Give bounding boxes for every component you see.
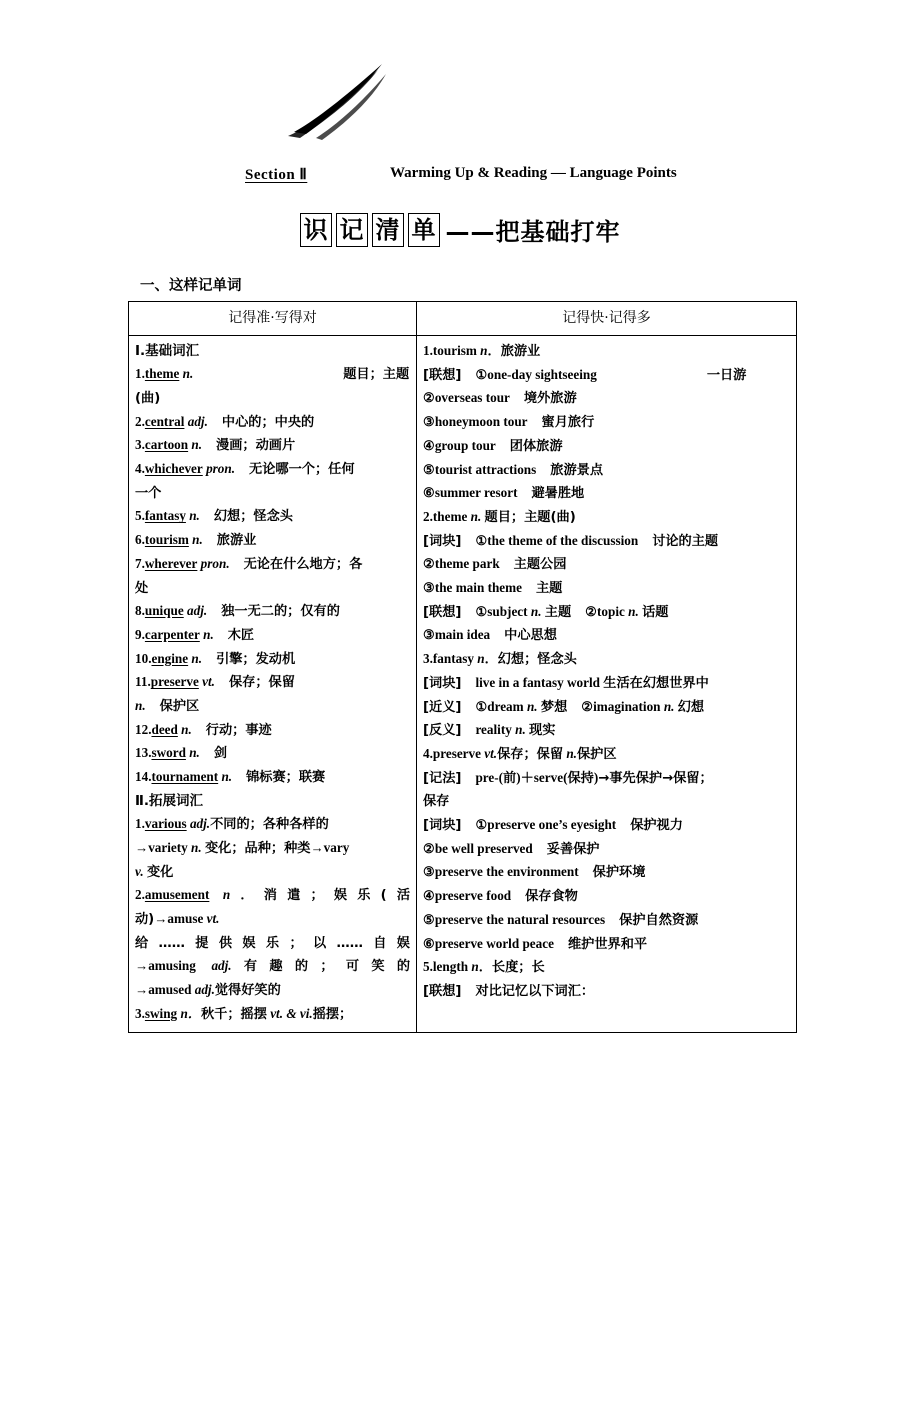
- right-entry-1: [联想] ①one-day sightseeing 一日游: [423, 366, 747, 383]
- vocab-entry-5: 5.fantasy n. 幻想；怪念头: [135, 508, 293, 525]
- vocab-entry-4: 4.whichever pron. 无论哪一个；任何: [135, 461, 355, 478]
- document-page: [0, 120, 920, 1422]
- column-header-right: 记得快·记得多: [417, 302, 797, 336]
- banner-char-2: 记: [336, 213, 368, 247]
- ext-entry-2-cont2: 给……提供娱乐；以……自娱: [135, 935, 410, 951]
- right-entry-10: ③the main theme 主题: [423, 580, 563, 597]
- ext-entry-2: 2.amusement n．消遣；娱乐(活: [135, 887, 411, 904]
- vocab-entry-12: 12.deed n. 行动；事迹: [135, 721, 272, 738]
- right-entry-9: ②theme park 主题公园: [423, 556, 567, 573]
- right-entry-6: ⑥summer resort 避暑胜地: [423, 485, 585, 502]
- banner-tail: ——把基础打牢: [445, 218, 621, 246]
- swoosh-decoration: [286, 62, 396, 140]
- vocab-entry-7-cont: 处: [135, 580, 149, 596]
- ext-entry-2-cont4: →amused adj.觉得好笑的: [135, 982, 281, 999]
- right-entry-22: ④preserve food 保存食物: [423, 888, 578, 905]
- vocab-entry-11-cont: n. 保护区: [135, 698, 200, 715]
- page-title: Warming Up & Reading — Language Points: [390, 165, 677, 181]
- vocab-entry-6: 6.tourism n. 旅游业: [135, 532, 257, 549]
- right-entry-13: 3.fantasy n．幻想；怪念头: [423, 651, 577, 668]
- banner-char-3: 清: [372, 213, 404, 247]
- right-entry-12: ③main idea 中心思想: [423, 627, 557, 644]
- memory-aids-cell: [417, 336, 797, 1033]
- right-entry-8: [词块] ①the theme of the discussion 讨论的主题: [423, 532, 719, 549]
- vocab-entry-11: 11.preserve vt. 保存；保留: [135, 674, 295, 691]
- right-entry-16: [反义] reality n. 现实: [423, 722, 556, 739]
- right-entry-18-cont: 保存: [423, 794, 450, 810]
- table-header-row: [129, 302, 797, 336]
- vocab-entry-3: 3.cartoon n. 漫画；动画片: [135, 437, 296, 454]
- vocabulary-table: [128, 301, 797, 1033]
- column-header-left: 记得准·写得对: [129, 302, 417, 336]
- vocab-entry-1: 1.theme n. 题目；主题(曲): [135, 366, 410, 406]
- right-entry-2: ②overseas tour 境外旅游: [423, 390, 577, 407]
- page-header: [0, 120, 920, 190]
- right-entry-5: ⑤tourist attractions 旅游景点: [423, 461, 604, 478]
- right-entry-15: [近义] ①dream n. 梦想 ②imagination n. 幻想: [423, 698, 705, 715]
- ext-entry-2-cont3: →amusing adj.有趣的；可笑的: [135, 958, 411, 975]
- section-label: Section Ⅱ: [245, 167, 308, 183]
- vocab-entry-9: 9.carpenter n. 木匠: [135, 626, 255, 643]
- vocab-entry-8: 8.unique adj. 独一无二的；仅有的: [135, 603, 340, 620]
- banner: [0, 212, 920, 258]
- right-entry-3: ③honeymoon tour 蜜月旅行: [423, 414, 595, 431]
- right-entry-11: [联想] ①subject n. 主题 ②topic n. 话题: [423, 603, 669, 620]
- basic-vocabulary-cell: [129, 336, 417, 1033]
- ext-entry-2-cont1: 动)→amuse vt.: [135, 910, 220, 927]
- ext-entry-1-cont2: v. 变化: [135, 863, 174, 880]
- banner-char-1: 识: [300, 213, 332, 247]
- table-row: [129, 336, 797, 1033]
- vocab-entry-14: 14.tournament n. 锦标赛；联赛: [135, 769, 326, 786]
- right-entry-7: 2.theme n. 题目；主题(曲): [423, 508, 576, 525]
- extended-vocab-title: Ⅱ.拓展词汇: [135, 792, 204, 809]
- basic-vocab-title: Ⅰ.基础词汇: [135, 343, 200, 359]
- right-entry-26: [联想] 对比记忆以下词汇：: [423, 983, 595, 999]
- banner-char-4: 单: [408, 213, 440, 247]
- vocab-entry-10: 10.engine n. 引擎；发动机: [135, 650, 296, 667]
- right-entry-21: ③preserve the environment 保护环境: [423, 864, 646, 881]
- right-entry-14: [词块] live in a fantasy world 生活在幻想世界中: [423, 674, 709, 691]
- vocab-entry-2: 2.central adj. 中心的；中央的: [135, 413, 315, 430]
- right-entry-0: 1.tourism n．旅游业: [423, 343, 541, 359]
- right-entry-19: [词块] ①preserve one’s eyesight 保护视力: [423, 817, 683, 834]
- ext-entry-1: 1.various adj.不同的；各种各样的: [135, 816, 329, 833]
- right-entry-17: 4.preserve vt.保存；保留 n.保护区: [423, 745, 617, 762]
- right-entry-23: ⑤preserve the natural resources 保护自然资源: [423, 911, 699, 928]
- vocab-entry-7: 7.wherever pron. 无论在什么地方；各: [135, 555, 363, 572]
- right-entry-20: ②be well preserved 妥善保护: [423, 840, 600, 857]
- right-entry-24: ⑥preserve world peace 维护世界和平: [423, 935, 648, 952]
- ext-entry-1-cont1: →variety n. 变化；品种；种类→vary: [135, 839, 350, 856]
- vocab-entry-13: 13.sword n. 剑: [135, 745, 228, 762]
- sub-heading: 一、这样记单词: [140, 278, 242, 294]
- right-entry-25: 5.length n．长度；长: [423, 959, 545, 976]
- vocab-entry-4-cont: 一个: [135, 485, 162, 501]
- right-entry-18: [记法] pre-(前)＋serve(保持)→事先保护→保留；: [423, 769, 713, 786]
- right-entry-4: ④group tour 团体旅游: [423, 437, 563, 454]
- ext-entry-3: 3.swing n．秋千；摇摆 vt. & vi.摇摆；: [135, 1005, 353, 1022]
